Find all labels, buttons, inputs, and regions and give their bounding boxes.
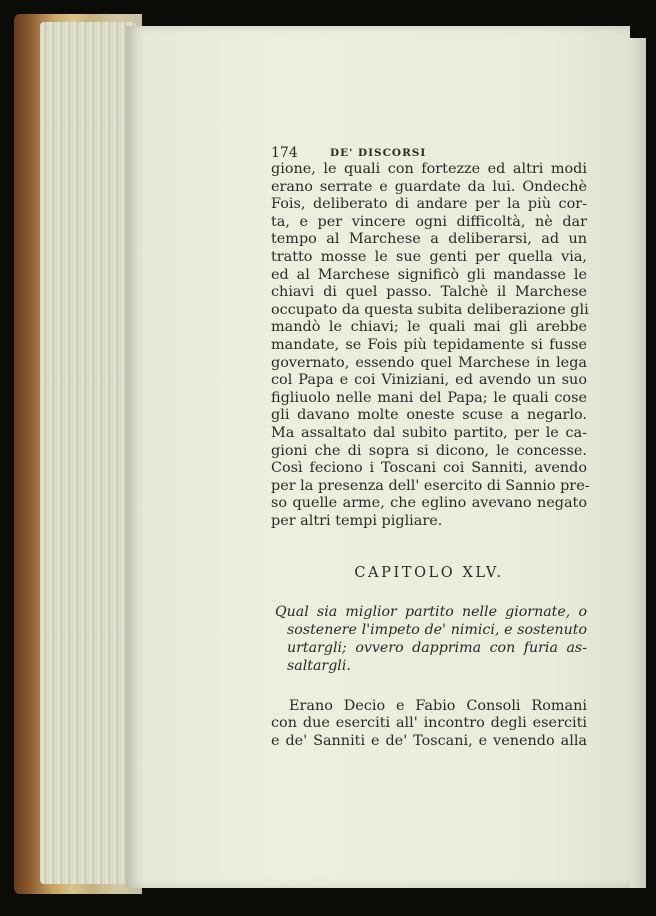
page-number: 174 — [271, 145, 298, 161]
text-line: Fois, deliberato di andare per la più cor- — [271, 196, 587, 213]
page-header — [271, 145, 587, 161]
page-text — [271, 145, 590, 750]
text-line: per la presenza dell' esercito di Sannio pre- — [271, 477, 590, 494]
text-line: ed al Marchese significò gli mandasse le — [271, 266, 587, 283]
text-line: Erano Decio e Fabio Consoli Romani — [289, 697, 587, 714]
chapter-summary — [271, 604, 587, 675]
text-line: Ma assaltato dal subito partito, per le ca- — [271, 424, 587, 441]
facing-page-edge — [630, 38, 646, 888]
body-text — [271, 161, 590, 530]
summary-line: sostenere l'impeto de' nimici, e sostenuto — [287, 622, 587, 639]
text-line: con due eserciti all' incontro degli eserciti — [271, 715, 587, 732]
page-edges — [40, 22, 136, 884]
text-line: tratto mosse le sue genti per quella via, — [271, 248, 587, 265]
text-line: gli davano molte oneste scuse a negarlo. — [271, 407, 587, 424]
text-line: gione, le quali con fortezze ed altri modi — [271, 161, 587, 177]
summary-line: Qual sia miglior partito nelle giornate, o — [275, 604, 587, 621]
summary-line: urtargli; ovvero dapprima con furia as- — [287, 640, 587, 657]
text-line: mandate, se Fois più tepidamente si fusse — [271, 336, 587, 353]
text-line: erano serrate e guardate da lui. Ondechè — [271, 178, 587, 195]
text-line: chiavi di quel passo. Talchè il Marchese — [271, 284, 587, 301]
text-line: figliuolo nelle mani del Papa; le quali cose — [271, 389, 587, 406]
running-head: DE' DISCORSI — [330, 147, 427, 159]
chapter-opening — [271, 698, 587, 751]
text-line: e de' Sanniti e de' Toscani, e venendo alla — [271, 732, 587, 749]
summary-line: saltargli. — [287, 657, 351, 674]
text-line: mandò le chiavi; le quali mai gli arebbe — [271, 319, 587, 336]
text-line: occupato da questa subita deliberazione gli — [271, 301, 589, 318]
text-line: governato, essendo quel Marchese in lega — [271, 354, 587, 371]
text-line: gioni che di sopra si dicono, le concesse. — [271, 442, 587, 459]
text-line: ta, e per vincere ogni difficoltà, nè dar — [271, 213, 587, 230]
text-line: Così feciono i Toscani coi Sanniti, avendo — [271, 460, 587, 477]
text-line: so quelle arme, che eglino avevano negato — [271, 495, 587, 512]
text-line: per altri tempi pigliare. — [271, 512, 443, 529]
text-line: tempo al Marchese a deliberarsi, ad un — [271, 231, 587, 248]
text-line: col Papa e coi Viniziani, ed avendo un suo — [271, 372, 587, 389]
chapter-title: CAPITOLO XLV. — [354, 565, 504, 582]
